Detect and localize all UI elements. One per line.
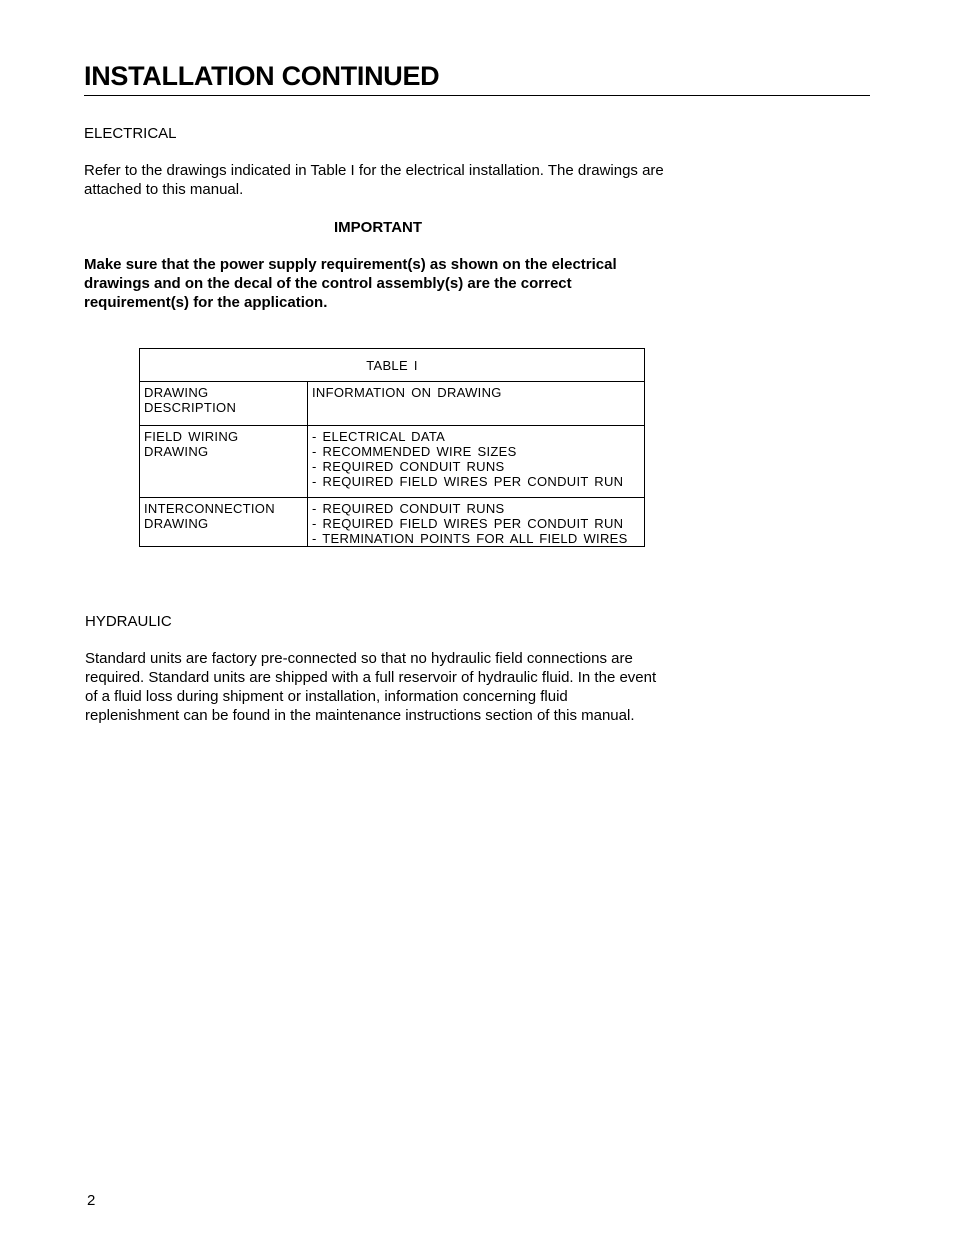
table-cell-line: - REQUIRED FIELD WIRES PER CONDUIT RUN <box>312 474 624 489</box>
table-caption-row <box>140 349 645 382</box>
table-header-cell <box>140 382 308 426</box>
electrical-intro <box>84 161 664 199</box>
table-header-line: INFORMATION ON DRAWING <box>312 385 502 400</box>
table-row <box>140 498 645 547</box>
table-caption: TABLE I <box>140 349 645 382</box>
table-cell <box>308 426 645 498</box>
table-row <box>140 426 645 498</box>
page-title: INSTALLATION CONTINUED <box>84 61 440 91</box>
electrical-intro-line: attached to this manual. <box>84 181 244 198</box>
table-cell <box>140 426 308 498</box>
electrical-heading: ELECTRICAL <box>84 125 177 142</box>
important-notice <box>84 255 617 312</box>
important-notice-line: drawings and on the decal of the control assembly(s) are the correct <box>84 275 572 292</box>
table-cell-line: FIELD WIRING <box>144 429 239 444</box>
title-rule <box>84 95 870 96</box>
important-label: IMPORTANT <box>334 219 423 236</box>
hydraulic-heading: HYDRAULIC <box>85 613 172 630</box>
table-header-row <box>140 382 645 426</box>
table-cell <box>140 498 308 547</box>
table-header-line: DESCRIPTION <box>144 400 237 415</box>
electrical-intro-line: Refer to the drawings indicated in Table I for the electrical installation. The drawings are <box>84 162 664 179</box>
hydraulic-body-line: required. Standard units are shipped with a full reservoir of hydraulic fluid. In the event <box>85 669 657 686</box>
page-number: 2 <box>87 1192 96 1209</box>
table-cell-line: - TERMINATION POINTS FOR ALL FIELD WIRES <box>312 531 628 546</box>
table-cell-line: - REQUIRED CONDUIT RUNS <box>312 501 505 516</box>
table-header-cell <box>308 382 645 426</box>
table-cell-line: DRAWING <box>144 444 209 459</box>
important-notice-line: Make sure that the power supply requirement(s) as shown on the electrical <box>84 256 617 273</box>
drawing-table <box>139 348 645 547</box>
table-cell-line: - REQUIRED CONDUIT RUNS <box>312 459 505 474</box>
table-cell <box>308 498 645 547</box>
hydraulic-body-line: replenishment can be found in the maintenance instructions section of this manual. <box>85 707 635 724</box>
hydraulic-body <box>85 649 656 725</box>
table-cell-line: INTERCONNECTION <box>144 501 275 516</box>
table-cell-line: - ELECTRICAL DATA <box>312 429 446 444</box>
table-header-line: DRAWING <box>144 385 209 400</box>
table-cell-line: - RECOMMENDED WIRE SIZES <box>312 444 517 459</box>
important-notice-line: requirement(s) for the application. <box>84 294 328 311</box>
hydraulic-body-line: Standard units are factory pre-connected so that no hydraulic field connections are <box>85 650 633 667</box>
table-cell-line: - REQUIRED FIELD WIRES PER CONDUIT RUN <box>312 516 624 531</box>
hydraulic-body-line: of a fluid loss during shipment or installation, information concerning fluid <box>85 688 568 705</box>
table-cell-line: DRAWING <box>144 516 209 531</box>
